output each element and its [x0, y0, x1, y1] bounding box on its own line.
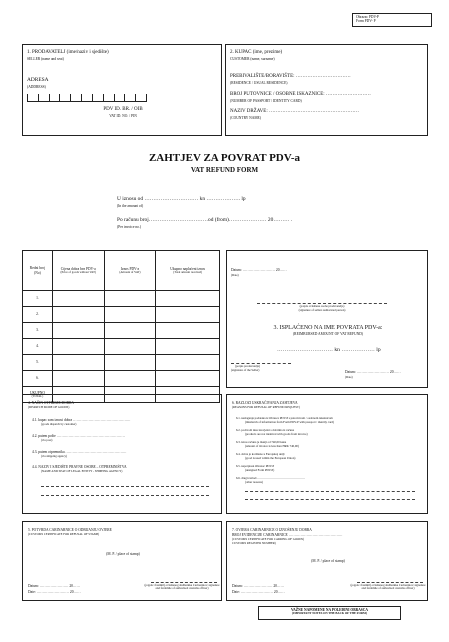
shipping-agency-line-1[interactable] — [41, 486, 209, 487]
col-vat: Iznos PDV-a (Amount of VAT) — [104, 251, 156, 291]
shipping-agency-title-en: (NAME AND SEAT OF LEGAL ENTITY - SHIPPING AGENCY) — [41, 469, 123, 473]
table-row[interactable]: 5. — [23, 355, 220, 371]
dispatch-agency[interactable]: 4.3. putem otpremnika …………………………………………… — [32, 450, 127, 454]
reason-6-3-en: (amount of invoice is less than HRK 740,00) — [245, 444, 299, 448]
reason-6-4-en: (good is used within the European Union) — [245, 456, 296, 460]
section-6-title: 6. RAZLOZI USKRAĆIVANJA ZAHTJEVA — [232, 401, 298, 405]
form-code-box — [352, 13, 432, 27]
reason-6-2-en: (products are not identical with goods from invoice) — [245, 432, 308, 436]
reason-6-5[interactable]: 6.5. nepotpisan Obrazac PDV-P — [236, 464, 275, 468]
seller-subtitle: SELLER (name and seat) — [27, 57, 64, 61]
section-4-title-en: (DISPATCH MODE OF GOODS) — [28, 405, 70, 409]
section-5-title-en: (CUSTOMS CERTIFICATE FOR REFUSAL OF STAMP) — [28, 532, 100, 536]
seller-address-label: ADRESA — [27, 77, 49, 83]
section-6-title-en: (REASONS FOR REFUSAL OF REFUND REQUEST) — [232, 405, 300, 409]
reason-6-4[interactable]: 6.4. dobra je korišteno u Europskoj uniji — [236, 452, 285, 456]
items-table — [22, 250, 220, 403]
amount-line-en: (In the amount of) — [117, 204, 144, 208]
col-number: Redni broj (No) — [23, 251, 53, 291]
stamp-place-5: (M. P. / place of stamp) — [106, 552, 140, 556]
reimbursed-date-en: (Date) — [345, 375, 353, 379]
section-7-certification — [226, 521, 428, 601]
reimbursed-date[interactable]: Datum: ……………………… 20…… — [345, 370, 401, 374]
col-price: Cijena dobra bez PDV-a (Price of goods without VAT) — [52, 251, 104, 291]
reason-6-6-en: (other reasons) — [245, 480, 263, 484]
officer-signature-5: (pojpis i faximil) ovlaštenog službenika Carinarnice/ signature and facsimile of authorized customs officer) — [144, 583, 220, 591]
reason-6-5-en: (unsigned Form PDV-P) — [245, 468, 275, 472]
footer-line2: (IMPORTANT NOTES ON THE BACK OF THE FORM) — [292, 611, 367, 616]
buyer-passport-en: (NUMBER OF PASSPORT / IDENTITY CARD) — [230, 99, 302, 103]
col-total: Ukupno naplaćeni iznos (Total amount received) — [156, 251, 220, 291]
seller-title: 1. PRODAVATELJ (ime/naziv i sjedište) — [27, 50, 109, 55]
section-7-title: 7. OVJERA CARINARNICE O IZNOŠENJU DOBRA — [232, 528, 312, 532]
section-6-reasons — [226, 394, 428, 514]
form-code-line1: Obrazac PDV-P — [356, 15, 379, 19]
section-5-date-en[interactable]: Date: ……………………… 20…… — [28, 590, 81, 594]
table-total-row[interactable]: UKUPNO (TOTAL) — [23, 387, 220, 403]
seller-date[interactable]: Datum: ……………………… 20…… — [231, 268, 287, 272]
other-reasons-line-2[interactable] — [245, 499, 415, 500]
reason-6-3[interactable]: 6.3. iznos računa je manji od 740,00 kuna — [236, 440, 287, 444]
section-3-title-en: (REIMBURSED AMOUNT OF VAT REFUND) — [292, 332, 364, 336]
invoice-line-en: (Per invoice no.) — [117, 225, 142, 229]
section-4-title: 4. NAČIN OTPREME DOBRA — [28, 401, 75, 405]
footer-notes — [258, 606, 401, 620]
officer-signature-7: (pojpis i faximil) ovlaštenog službenika Carinarnice/ signature and facsimile of authorized customs officer) — [350, 583, 426, 591]
buyer-residence[interactable]: PREBIVALIŠTE/BORAVIŠTE: …………………………… — [230, 74, 351, 79]
section-3-title: 3. ISPLAĆENO NA IME POVRATA PDV-a: — [273, 325, 383, 331]
customs-register-en: (CUSTOMS CERTIFICATE FOR CARRING OF GOODS) — [232, 537, 305, 541]
table-row[interactable]: 3. — [23, 323, 220, 339]
seller-date-en: (Date) — [231, 273, 239, 277]
section-5-refusal — [22, 521, 222, 601]
form-code-line2: Form PDV- P — [356, 19, 376, 24]
buyer-country[interactable]: NAZIV DRŽAVE: ……………………………………………… — [230, 109, 359, 114]
buyer-residence-en: (RESIDENCE / USUAL RESIDENCE) — [230, 81, 288, 85]
reason-6-2[interactable]: 6.2. podrvodi nisu istovjetni s dobrima iz računa — [236, 428, 295, 432]
invoice-line[interactable]: Po računu broj……………………………od (from)………………… 20……… . — [117, 217, 293, 223]
shipping-agency-line-2[interactable] — [41, 495, 209, 496]
seller-address-en: (ADDRESS) — [27, 85, 46, 89]
buyer-section — [225, 44, 428, 136]
other-reasons-line-1[interactable] — [245, 491, 415, 492]
section-5-date[interactable]: Datum: …………………… 20…… — [28, 584, 81, 588]
dispatch-agency-en: (via shipping agency) — [41, 454, 67, 458]
reason-6-1-en: (mismatch of information from Form PDV-P with passport / identity card) — [245, 420, 334, 424]
footer-line1: VAŽNE NAPOMENE NA POLEĐINI OBRASCA — [290, 608, 368, 612]
seller-id-boxes[interactable] — [27, 94, 147, 102]
section-7-date-en[interactable]: Date: ……………………… 20…… — [232, 590, 285, 594]
shipping-agency-title: 4.4. NAZIV I SJEDIŠTE PRAVNE OSOBE – OTPREMNIŠTVA — [32, 465, 127, 469]
seller-signature-2-label: (potpis prodavatelja) — [235, 364, 260, 368]
dispatch-post-en: (via post) — [41, 438, 53, 442]
table-row[interactable]: 4. — [23, 339, 220, 355]
seller-pdv-label: PDV ID. BR. / OIB — [103, 107, 143, 112]
seller-section — [22, 44, 222, 136]
section-7-date[interactable]: Datum: …………………… 20…… — [232, 584, 285, 588]
reason-6-1[interactable]: 6.1. neslaganje podataka iz Obrasca PDV-P s putovnicom / osobnom iskaznicom — [236, 416, 333, 420]
dispatch-customer[interactable]: 4.1. kupac sam iznosi dobra ………………………………………… — [32, 418, 131, 422]
seller-signature-label-en: (signature of sellers authorized person) — [298, 308, 346, 312]
section-4-dispatch — [22, 394, 222, 514]
table-row[interactable]: 1. — [23, 291, 220, 307]
table-row[interactable]: 2. — [23, 307, 220, 323]
buyer-country-en: (COUNTRY NAME) — [230, 116, 261, 120]
form-subtitle: VAT REFUND FORM — [190, 166, 259, 174]
stamp-place-7: (M. P. / place of stamp) — [311, 559, 345, 563]
seller-vat-label: VAT ID. NO. / PIN — [109, 114, 137, 118]
seller-signature-2-label-en: (signature of the Seller) — [231, 368, 260, 372]
section-5-title: 5. POTVRDA CARINARNICE O ODBIJANJU OVJERE — [28, 528, 112, 532]
seller-signature-label: (potpis ovlaštene osobe prodavatelja) — [299, 304, 345, 308]
customs-register[interactable]: BROJ EVIDENCIJE CARINARNICE ……………………………………… — [232, 533, 343, 537]
buyer-passport[interactable]: BROJ PUTOVNICE / OSOBNE ISKAZNICE: ……………………… — [230, 92, 371, 97]
buyer-subtitle: CUSTOMER (name, surname) — [230, 57, 275, 61]
dispatch-post[interactable]: 4.2. putem pošte ………………………………………………… — [32, 434, 125, 438]
reimbursed-amount[interactable]: ………………………… kn ……………… lp — [277, 347, 381, 353]
section-3-box — [226, 250, 428, 388]
dispatch-customer-en: (goods dispatch by customer) — [41, 422, 77, 426]
reason-6-6[interactable]: 6.6. drugi razlozi ………………………………………… — [236, 476, 306, 480]
table-row[interactable]: 6. — [23, 371, 220, 387]
amount-line[interactable]: U iznosu od ………………………… kn ………………. lp — [117, 196, 246, 202]
buyer-title: 2. KUPAC (ime, prezime) — [230, 50, 283, 55]
customs-register-en-2: CUSTOMS REGISTER NUMBER) — [232, 541, 276, 545]
form-title: ZAHTJEV ZA POVRAT PDV-a — [148, 152, 301, 164]
